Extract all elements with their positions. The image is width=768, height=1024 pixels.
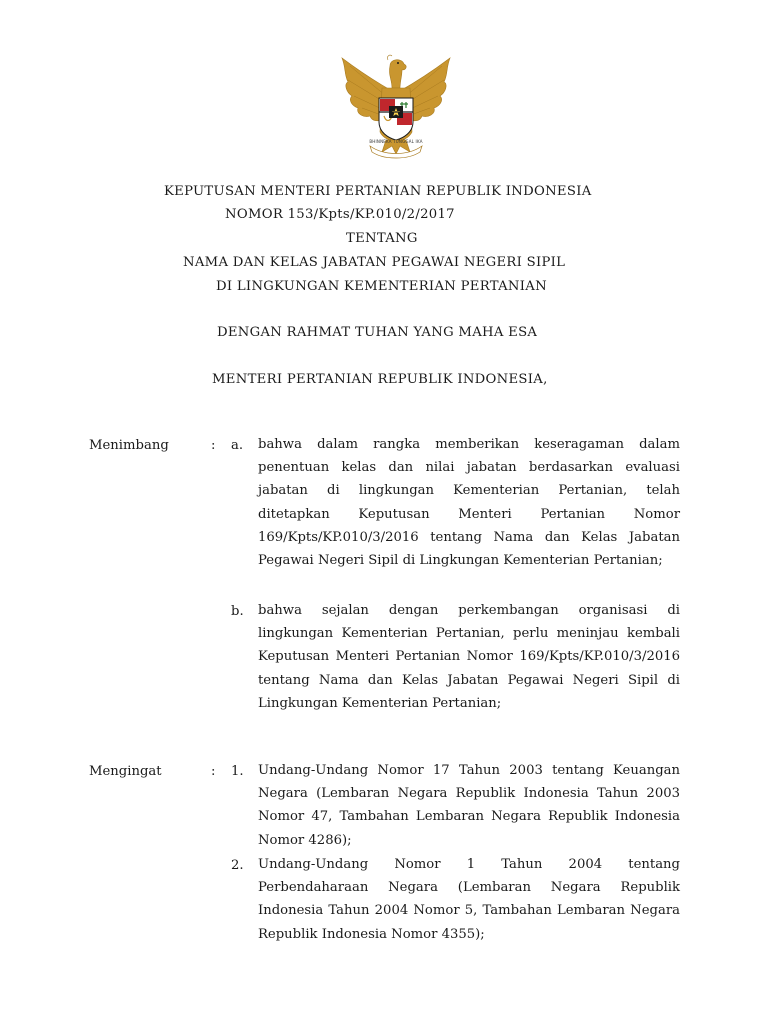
decree-subject-line2: DI LINGKUNGAN KEMENTERIAN PERTANIAN <box>216 279 547 294</box>
garuda-emblem-icon <box>336 52 456 162</box>
menimbang-item-a-marker: a. <box>231 438 244 453</box>
mengingat-item-1-text: Undang-Undang Nomor 17 Tahun 2003 tentang Keuangan Negara (Lembaran Negara Republik Indonesia Tahun 2003 Nomor 47, Tambahan Lembaran Negara Republik Indonesia Nomor 4286); <box>258 763 680 848</box>
invocation: DENGAN RAHMAT TUHAN YANG MAHA ESA <box>217 325 538 340</box>
issuer-title: MENTERI PERTANIAN REPUBLIK INDONESIA, <box>212 372 548 387</box>
decree-title: KEPUTUSAN MENTERI PERTANIAN REPUBLIK INDONESIA <box>164 184 592 199</box>
decree-subject-line1: NAMA DAN KELAS JABATAN PEGAWAI NEGERI SIPIL <box>183 255 566 270</box>
mengingat-colon: : <box>211 764 216 779</box>
decree-number: NOMOR 153/Kpts/KP.010/2/2017 <box>225 207 455 222</box>
menimbang-item-b-text: bahwa sejalan dengan perkembangan organisasi di lingkungan Kementerian Pertanian, perlu meninjau kembali Keputusan Menteri Pertanian Nomor 169/Kpts/KP.010/3/2016 tentang Nama dan Kelas Jabatan Pegawai Negeri Sipil di Lingkungan Kementerian Pertanian; <box>258 603 680 711</box>
mengingat-label: Mengingat <box>89 764 162 779</box>
mengingat-item-2-text: Undang-Undang Nomor 1 Tahun 2004 tentang Perbendaharaan Negara (Lembaran Negara Republik Indonesia Tahun 2004 Nomor 5, Tambahan Lembaran Negara Republik Indonesia Nomor 4355); <box>258 857 680 942</box>
mengingat-item-2-marker: 2. <box>231 858 244 873</box>
menimbang-item-a-text: bahwa dalam rangka memberikan keseragaman dalam penentuan kelas dan nilai jabatan berdasarkan evaluasi jabatan di lingkungan Kementerian Pertanian, telah ditetapkan Keputusan Menteri Pertanian Nomor 169/Kpts/KP.010/3/2016 tentang Nama dan Kelas Jabatan Pegawai Negeri Sipil di Lingkungan Kementerian Pertanian; <box>258 437 680 569</box>
menimbang-colon: : <box>211 438 216 453</box>
garuda-pancasila-emblem <box>336 52 456 162</box>
menimbang-item-b-marker: b. <box>231 604 244 619</box>
emblem-motto: BHINNEKA TUNGGAL IKA <box>369 139 423 144</box>
mengingat-item-1-marker: 1. <box>231 764 244 779</box>
menimbang-label: Menimbang <box>89 438 169 453</box>
tentang-label: TENTANG <box>346 231 418 246</box>
